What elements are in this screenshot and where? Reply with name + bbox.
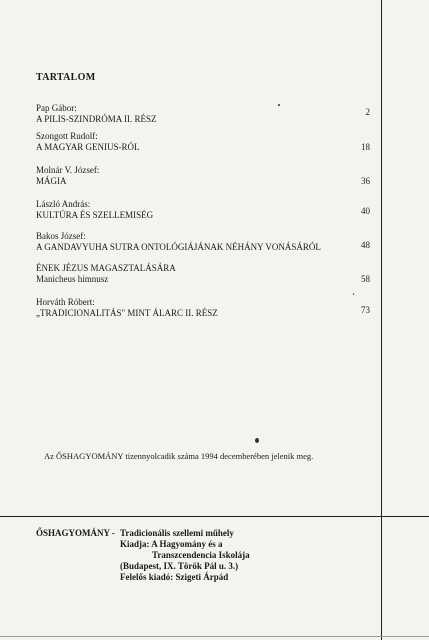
entry-title: A MAGYAR GENIUS-RÓL [36,142,140,152]
entry-author: László András: [36,199,91,209]
print-speck [255,438,259,443]
entry-title: „TRADICIONALITÁS" MINT ÁLARC II. RÉSZ [36,308,218,318]
entry-title: MÁGIA [36,176,67,186]
right-margin-rule [381,0,382,640]
entry-page-number: 58 [361,274,370,284]
print-speck [353,293,354,295]
entry-title: A PILIS-SZINDRÓMA II. RÉSZ [36,114,157,124]
entry-author: Szongott Rudolf: [36,131,98,141]
publisher-line: Kiadja: A Hagyomány és a [120,539,223,549]
colophon-divider [0,516,429,517]
entry-author: Horváth Róbert: [36,297,95,307]
entry-author: Molnár V. József: [36,165,100,175]
entry-title: KULTÚRA ÉS SZELLEMISÉG [36,210,154,220]
entry-page-number: 36 [361,176,370,186]
entry-author: Pap Gábor: [36,103,77,113]
entry-author: ÉNEK JÉZUS MAGASZTALÁSÁRA [36,263,176,273]
entry-title: A GANDAVYUHA SUTRA ONTOLÓGIÁJÁNAK NÉHÁNY VONÁSÁRÓL [36,242,321,252]
toc-entry [36,199,370,221]
entry-page-number: 48 [361,240,370,250]
publisher-line: Tradicionális szellemi műhely [120,528,234,538]
entry-page-number: 73 [361,305,370,315]
toc-entry [36,231,370,253]
entry-author: Bakos József: [36,231,86,241]
publisher-details [120,528,340,583]
print-speck [278,104,280,106]
bottom-edge-rule [0,636,429,637]
publisher-line: (Budapest, IX. Török Pál u. 3.) [120,561,239,571]
toc-entry [36,297,370,319]
toc-entry [36,165,370,187]
toc-entry [36,103,370,125]
toc-entry [36,263,370,285]
toc-entry [36,131,370,153]
publication-name: ŐSHAGYOMÁNY - [36,528,115,538]
entry-title: Manicheus himnusz [36,274,109,284]
publisher-line: Felelős kiadó: Szigeti Árpád [120,572,229,582]
entry-page-number: 2 [365,107,370,117]
publisher-line: Transzcendencia Iskolája [152,550,250,560]
next-issue-note: Az ŐSHAGYOMÁNY tizennyolcadik száma 1994 decemberében jelenik meg. [44,451,314,461]
entry-page-number: 40 [361,206,370,216]
entry-page-number: 18 [361,142,370,152]
contents-heading: TARTALOM [36,72,96,83]
